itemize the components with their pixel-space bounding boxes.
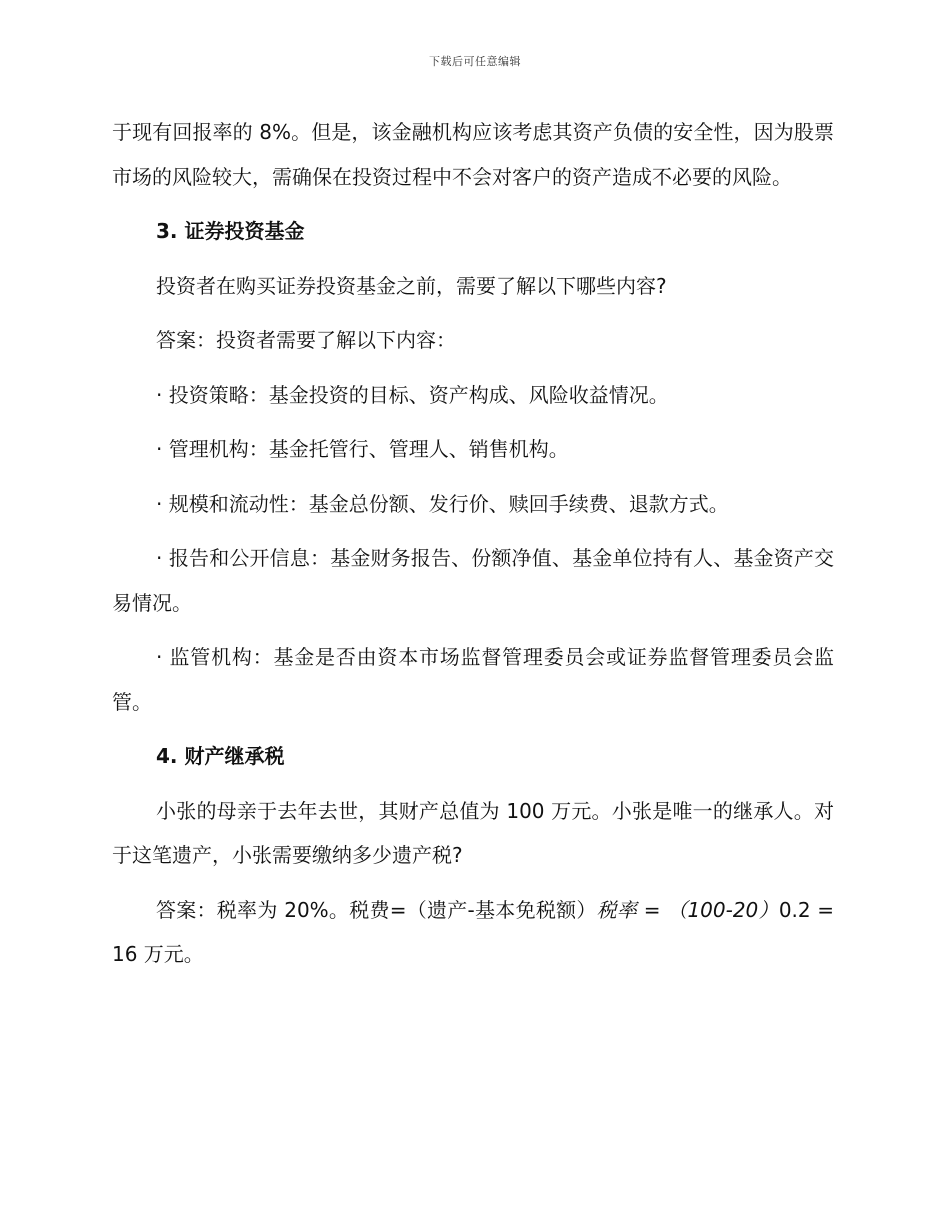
section-4-question: 小张的母亲于去年去世，其财产总值为 100 万元。小张是唯一的继承人。对于这笔遗产，小张需要缴纳多少遗产税?: [112, 798, 834, 867]
section-4-answer: [112, 888, 834, 977]
bullet-investment-strategy: · 投资策略：基金投资的目标、资产构成、风险收益情况。: [156, 382, 669, 407]
bullet-management: · 管理机构：基金托管行、管理人、销售机构。: [156, 437, 569, 461]
answer-text-part2: 0.2 = 16 万元。: [112, 897, 834, 966]
section-3-heading: 3. 证券投资基金: [156, 219, 305, 243]
answer-text-italic: 税率 = （100-20）: [596, 897, 779, 922]
bullet-reports-disclosure: · 报告和公开信息：基金财务报告、份额净值、基金单位持有人、基金资产交易情况。: [112, 546, 834, 615]
bullet-scale-liquidity: · 规模和流动性：基金总份额、发行价、赎回手续费、退款方式。: [156, 491, 729, 516]
intro-paragraph: 于现有回报率的 8%。但是，该金融机构应该考虑其资产负债的安全性，因为股票市场的风险较大，需确保在投资过程中不会对客户的资产造成不必要的风险。: [112, 120, 834, 189]
section-3-answer-intro: 答案：投资者需要了解以下内容：: [156, 328, 456, 352]
document-body: [112, 110, 834, 987]
section-3-question: 投资者在购买证券投资基金之前，需要了解以下哪些内容?: [156, 273, 667, 298]
section-4-heading: 4. 财产继承税: [156, 744, 285, 768]
answer-text-part1: 答案：税率为 20%。税费=（遗产-基本免税额）: [156, 897, 597, 922]
page-header: 下载后可任意编辑: [429, 55, 521, 68]
bullet-regulator: · 监管机构：基金是否由资本市场监督管理委员会或证券监督管理委员会监管。: [112, 645, 834, 714]
